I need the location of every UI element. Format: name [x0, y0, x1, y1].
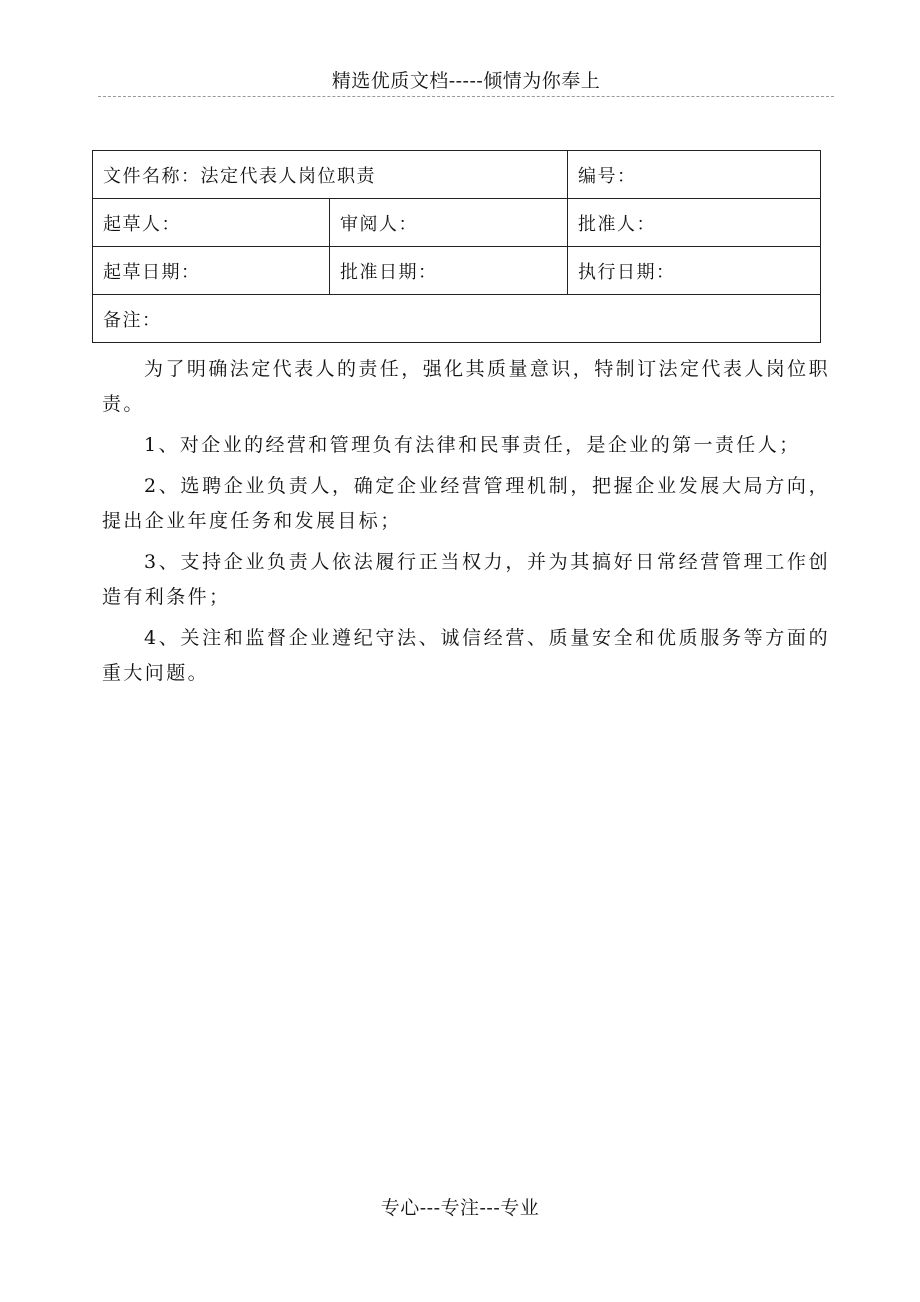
approve-date-cell: 批准日期： [330, 247, 568, 295]
duty-item-4: 4、关注和监督企业遵纪守法、诚信经营、质量安全和优质服务等方面的重大问题。 [102, 627, 830, 684]
duty-item-1: 1、对企业的经营和管理负有法律和民事责任，是企业的第一责任人； [144, 434, 801, 456]
intro-paragraph: 为了明确法定代表人的责任，强化其质量意识，特制订法定代表人岗位职责。 [102, 358, 830, 415]
remarks-cell: 备注： [93, 295, 821, 343]
drafter-cell: 起草人： [93, 199, 330, 247]
table-row [93, 247, 821, 295]
effective-date-cell: 执行日期： [568, 247, 821, 295]
table-row [93, 151, 821, 199]
table-row [93, 199, 821, 247]
file-name-cell: 文件名称：法定代表人岗位职责 [93, 151, 568, 199]
draft-date-cell: 起草日期： [93, 247, 330, 295]
page-footer-text: 专心---专注---专业 [380, 1197, 540, 1219]
document-info-table [92, 150, 821, 343]
duty-item-3: 3、支持企业负责人依法履行正当权力，并为其搞好日常经营管理工作创造有利条件； [102, 551, 830, 608]
document-body [102, 352, 830, 691]
reviewer-cell: 审阅人： [330, 199, 568, 247]
document-number-cell: 编号： [568, 151, 821, 199]
duty-item-2: 2、选聘企业负责人，确定企业经营管理机制，把握企业发展大局方向，提出企业年度任务和发展目标； [102, 475, 830, 532]
page-header-title: 精选优质文档-----倾情为你奉上 [331, 70, 601, 92]
header-divider [98, 96, 834, 97]
table-row [93, 295, 821, 343]
approver-cell: 批准人： [568, 199, 821, 247]
